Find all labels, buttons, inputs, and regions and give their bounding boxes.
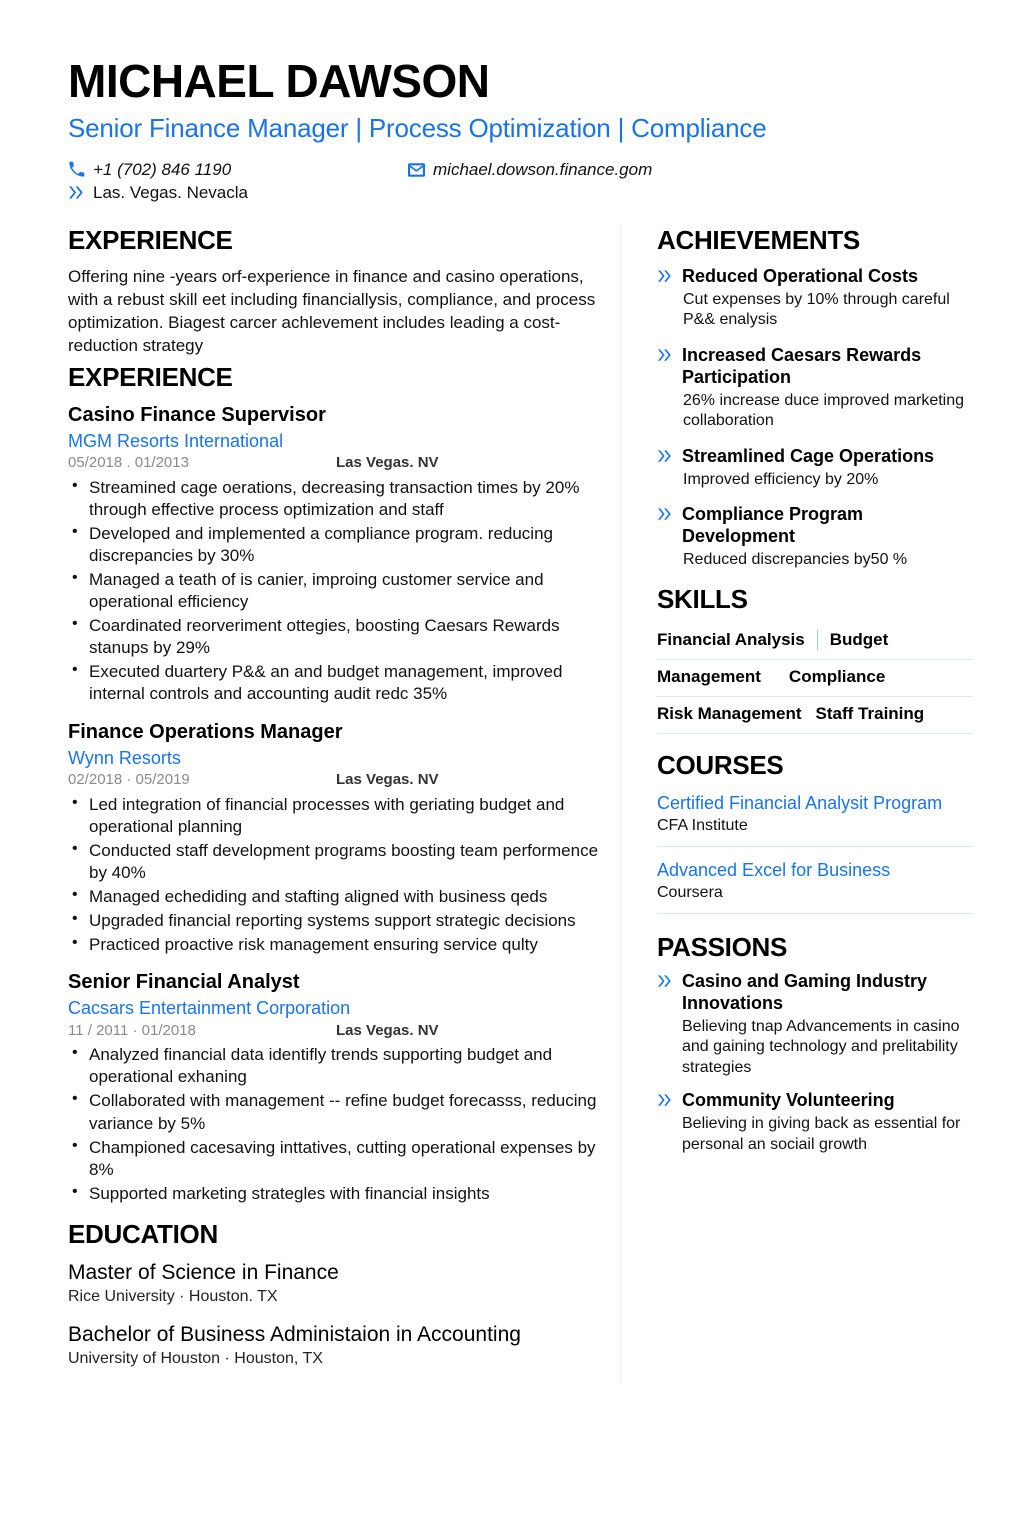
achievement-title: Streamlined Cage Operations: [682, 445, 935, 466]
job-bullet: • Championed cacesaving inttatives, cutting operational expenses by 8%: [68, 1137, 602, 1181]
section-title-summary: EXPERIENCE: [68, 224, 233, 255]
job-company[interactable]: Cacsars Entertainment Corporation: [68, 998, 351, 1019]
skill-chip: Compliance: [788, 667, 886, 687]
contact-row-secondary: [68, 183, 988, 203]
job-title: Casino Finance Supervisor: [68, 403, 326, 426]
job-dates: 11 / 2011 · 01/2018: [68, 1021, 196, 1039]
phone-value: +1 (702) 846 1190: [93, 159, 232, 179]
achievement-title: Increased Caesars Rewards Participation: [682, 344, 922, 387]
course-organization: Coursera: [657, 884, 723, 902]
resume-header: [68, 55, 988, 203]
passion-title: Community Volunteering: [682, 1090, 895, 1111]
job-title: Senior Financial Analyst: [68, 971, 300, 994]
achievement-item: [657, 266, 973, 331]
email-value: michael.dowson.finance.gom: [433, 159, 653, 179]
passion-description: Believing in giving back as essential for personal an sociail growth: [682, 1115, 961, 1153]
section-title-passions: PASSIONS: [657, 931, 788, 962]
professional-summary: Offering nine -years orf-experience in finance and casino operations, with a rebust skill eet including financiallysis, compliance, and process optimization. Biagest carcer achlevement includes leading a cost-reduction strategy: [68, 266, 596, 355]
skill-chip: Management: [657, 667, 761, 687]
course-name[interactable]: Advanced Excel for Business: [657, 860, 891, 881]
job-dates: 02/2018 · 05/2019: [68, 771, 190, 789]
resume-body: [68, 225, 988, 1384]
achievement-item: [657, 446, 973, 490]
contact-row-primary: [68, 160, 988, 180]
job-dates: 05/2018 . 01/2013: [68, 454, 189, 472]
course-item: [657, 856, 973, 914]
experience-entry: [68, 970, 602, 1205]
education-degree: Master of Science in Finance: [68, 1260, 339, 1284]
double-chevron-icon: [657, 1093, 673, 1107]
job-location: Las Vegas. NV: [336, 1021, 439, 1039]
achievement-description: Improved efficiency by 20%: [683, 470, 879, 488]
double-chevron-icon: [68, 185, 85, 200]
job-location: Las Vegas. NV: [336, 454, 439, 472]
achievement-item: [657, 345, 973, 432]
education-degree: Bachelor of Business Administaion in Accounting: [68, 1322, 521, 1346]
job-bullet: • Conducted staff development programs boosting team performence by 40%: [68, 840, 602, 884]
job-bullet: • Collaborated with management -- refine budget forecasss, reducing variance by 5%: [68, 1090, 602, 1134]
job-bullets: [68, 794, 602, 957]
skill-row: [657, 623, 973, 660]
double-chevron-icon: [657, 507, 673, 521]
job-meta: [68, 770, 602, 790]
job-title: Finance Operations Manager: [68, 720, 343, 743]
section-title-achievements: ACHIEVEMENTS: [657, 224, 860, 255]
section-title-courses: COURSES: [657, 750, 784, 781]
job-bullets: [68, 477, 602, 706]
section-title-education: EDUCATION: [68, 1218, 218, 1249]
job-company[interactable]: Wynn Resorts: [68, 747, 181, 768]
phone-icon: [68, 161, 85, 178]
section-title-skills: SKILLS: [657, 584, 748, 615]
candidate-headline: Senior Finance Manager | Process Optimization | Compliance: [68, 113, 767, 143]
double-chevron-icon: [657, 449, 673, 463]
experience-entry: [68, 720, 602, 957]
double-chevron-icon: [657, 974, 673, 988]
skill-chip: Risk Management: [657, 704, 802, 724]
job-bullets: [68, 1044, 602, 1205]
job-company[interactable]: MGM Resorts International: [68, 430, 284, 451]
candidate-name: MICHAEL DAWSON: [68, 55, 490, 107]
achievement-title: Compliance Program Development: [682, 504, 864, 546]
achievement-item: [657, 504, 973, 570]
job-meta: [68, 1021, 602, 1041]
skill-row: [657, 660, 973, 697]
education-entry: [68, 1322, 602, 1370]
course-organization: CFA Institute: [657, 817, 748, 835]
skill-chip: Financial Analysis: [657, 630, 805, 650]
achievement-description: Reduced discrepancies by50 %: [683, 550, 908, 568]
job-bullet: • Analyzed financial data identifly trends supporting budget and operational exhaning: [68, 1044, 602, 1088]
education-school: University of Houston · Houston, TX: [68, 1350, 323, 1368]
right-column: [621, 225, 973, 1384]
job-location: Las Vegas. NV: [336, 771, 439, 789]
job-bullet: • Practiced proactive risk management ensuring service qulty: [68, 934, 602, 956]
course-item: [657, 789, 973, 847]
left-column: [68, 225, 620, 1384]
course-name[interactable]: Certified Financial Analysit Program: [657, 793, 943, 814]
job-bullet: • Streamined cage oerations, decreasing transaction times by 20% through effective process optimization and staff: [68, 477, 602, 521]
experience-entry: [68, 403, 602, 706]
location-value: Las. Vegas. Nevacla: [93, 182, 248, 202]
job-bullet: • Upgraded financial reporting systems support strategic decisions: [68, 910, 602, 932]
achievement-title: Reduced Operational Costs: [682, 265, 919, 286]
contact-location: [68, 183, 248, 203]
double-chevron-icon: [657, 269, 673, 283]
passion-title: Casino and Gaming Industry Innovations: [682, 970, 928, 1013]
section-title-experience: EXPERIENCE: [68, 361, 233, 392]
passion-item: [657, 1090, 973, 1155]
achievement-description: 26% increase duce improved marketing collaboration: [683, 391, 965, 430]
job-bullet: • Led integration of financial processes with geriating budget and operational planning: [68, 794, 602, 838]
skill-separator: [817, 630, 818, 650]
double-chevron-icon: [657, 348, 673, 362]
job-bullet: • Supported marketing strategles with financial insights: [68, 1183, 602, 1205]
skill-row: [657, 697, 973, 734]
skills-list: [657, 623, 973, 734]
job-bullet: • Managed echediding and stafting aligned with business qeds: [68, 886, 602, 908]
job-bullet: • Developed and implemented a compliance program. reducing discrepancies by 30%: [68, 523, 602, 567]
skill-chip: Budget: [829, 630, 889, 650]
job-bullet: • Executed duartery P&& an and budget management, improved internal controls and accounting audit redc 35%: [68, 661, 602, 705]
job-meta: [68, 453, 602, 473]
education-entry: [68, 1260, 602, 1308]
job-bullet: • Managed a teath of is canier, improing customer service and operational efficiency: [68, 569, 602, 613]
achievement-description: Cut expenses by 10% through careful P&& enalysis: [683, 290, 950, 329]
email-icon: [408, 163, 425, 177]
contact-email[interactable]: [408, 160, 652, 180]
passion-item: [657, 971, 973, 1078]
contact-phone[interactable]: [68, 160, 408, 180]
job-bullet: • Coardinated reorveriment ottegies, boosting Caesars Rewards stanups by 29%: [68, 615, 602, 659]
education-school: Rice University · Houston. TX: [68, 1288, 278, 1306]
skill-chip: Staff Training: [815, 704, 925, 724]
passion-description: Believing tnap Advancements in casino and gaining technology and prelitability strategies: [682, 1017, 960, 1076]
